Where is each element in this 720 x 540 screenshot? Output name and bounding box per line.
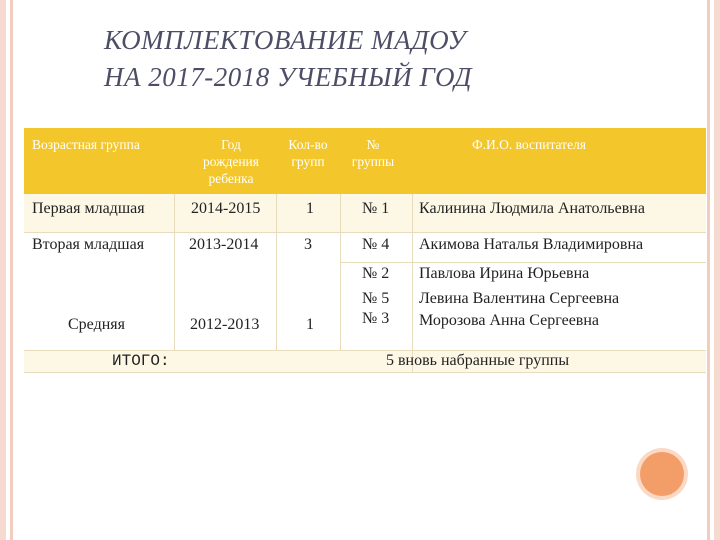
cell-teacher: Морозова Анна Сергеевна xyxy=(419,312,600,329)
cell-birth-year: 2012-2013 xyxy=(190,316,260,333)
cell-group-count: 1 xyxy=(306,200,314,217)
column-divider xyxy=(340,194,341,350)
row-divider xyxy=(340,262,706,263)
cell-birth-year: 2013-2014 xyxy=(189,236,259,253)
cell-teacher: Акимова Наталья Владимировна xyxy=(419,236,644,253)
cell-group-number: № 3 xyxy=(362,310,390,327)
header-age-group: Возрастная группа xyxy=(24,128,175,194)
cell-teacher: Павлова Ирина Юрьевна xyxy=(419,265,590,282)
cell-teacher: Калинина Людмила Анатольевна xyxy=(419,200,645,217)
slide-title xyxy=(104,22,664,96)
slide-title-line-2: НА 2017-2018 УЧЕБНЫЙ ГОД xyxy=(104,62,472,92)
header-group-number: № группы xyxy=(340,128,413,194)
slide-title-line-1: КОМПЛЕКТОВАНИЕ МАДОУ xyxy=(104,25,467,55)
cell-birth-year: 2014-2015 xyxy=(191,200,261,217)
row-divider xyxy=(24,232,706,233)
row-divider xyxy=(24,350,706,351)
total-value: 5 вновь набранные группы xyxy=(386,352,570,369)
cell-group-number: № 4 xyxy=(362,236,390,253)
header-teacher: Ф.И.О. воспитателя xyxy=(412,128,706,194)
cell-age-group: Вторая младшая xyxy=(32,236,145,253)
right-border-stripe xyxy=(714,0,720,540)
column-divider xyxy=(174,194,175,350)
cell-group-number: № 5 xyxy=(362,290,390,307)
header-birth-year: Год рождения ребенка xyxy=(174,128,277,194)
cell-age-group: Средняя xyxy=(68,316,125,333)
cell-group-number: № 2 xyxy=(362,265,390,282)
column-divider xyxy=(276,194,277,350)
right-border-stripe-inner xyxy=(707,0,710,540)
cell-group-number: № 1 xyxy=(362,200,390,217)
total-label: ИТОГО: xyxy=(112,352,170,370)
header-group-count: Кол-во групп xyxy=(276,128,341,194)
decorative-circle xyxy=(640,452,684,496)
cell-teacher: Левина Валентина Сергеевна xyxy=(419,290,620,307)
left-border-stripe xyxy=(0,0,6,540)
staffing-table xyxy=(24,128,706,372)
column-divider xyxy=(412,194,413,372)
row-divider xyxy=(24,372,706,373)
left-border-stripe-inner xyxy=(10,0,13,540)
cell-age-group: Первая младшая xyxy=(32,200,145,217)
cell-group-count: 3 xyxy=(304,236,312,253)
cell-group-count: 1 xyxy=(306,316,314,333)
